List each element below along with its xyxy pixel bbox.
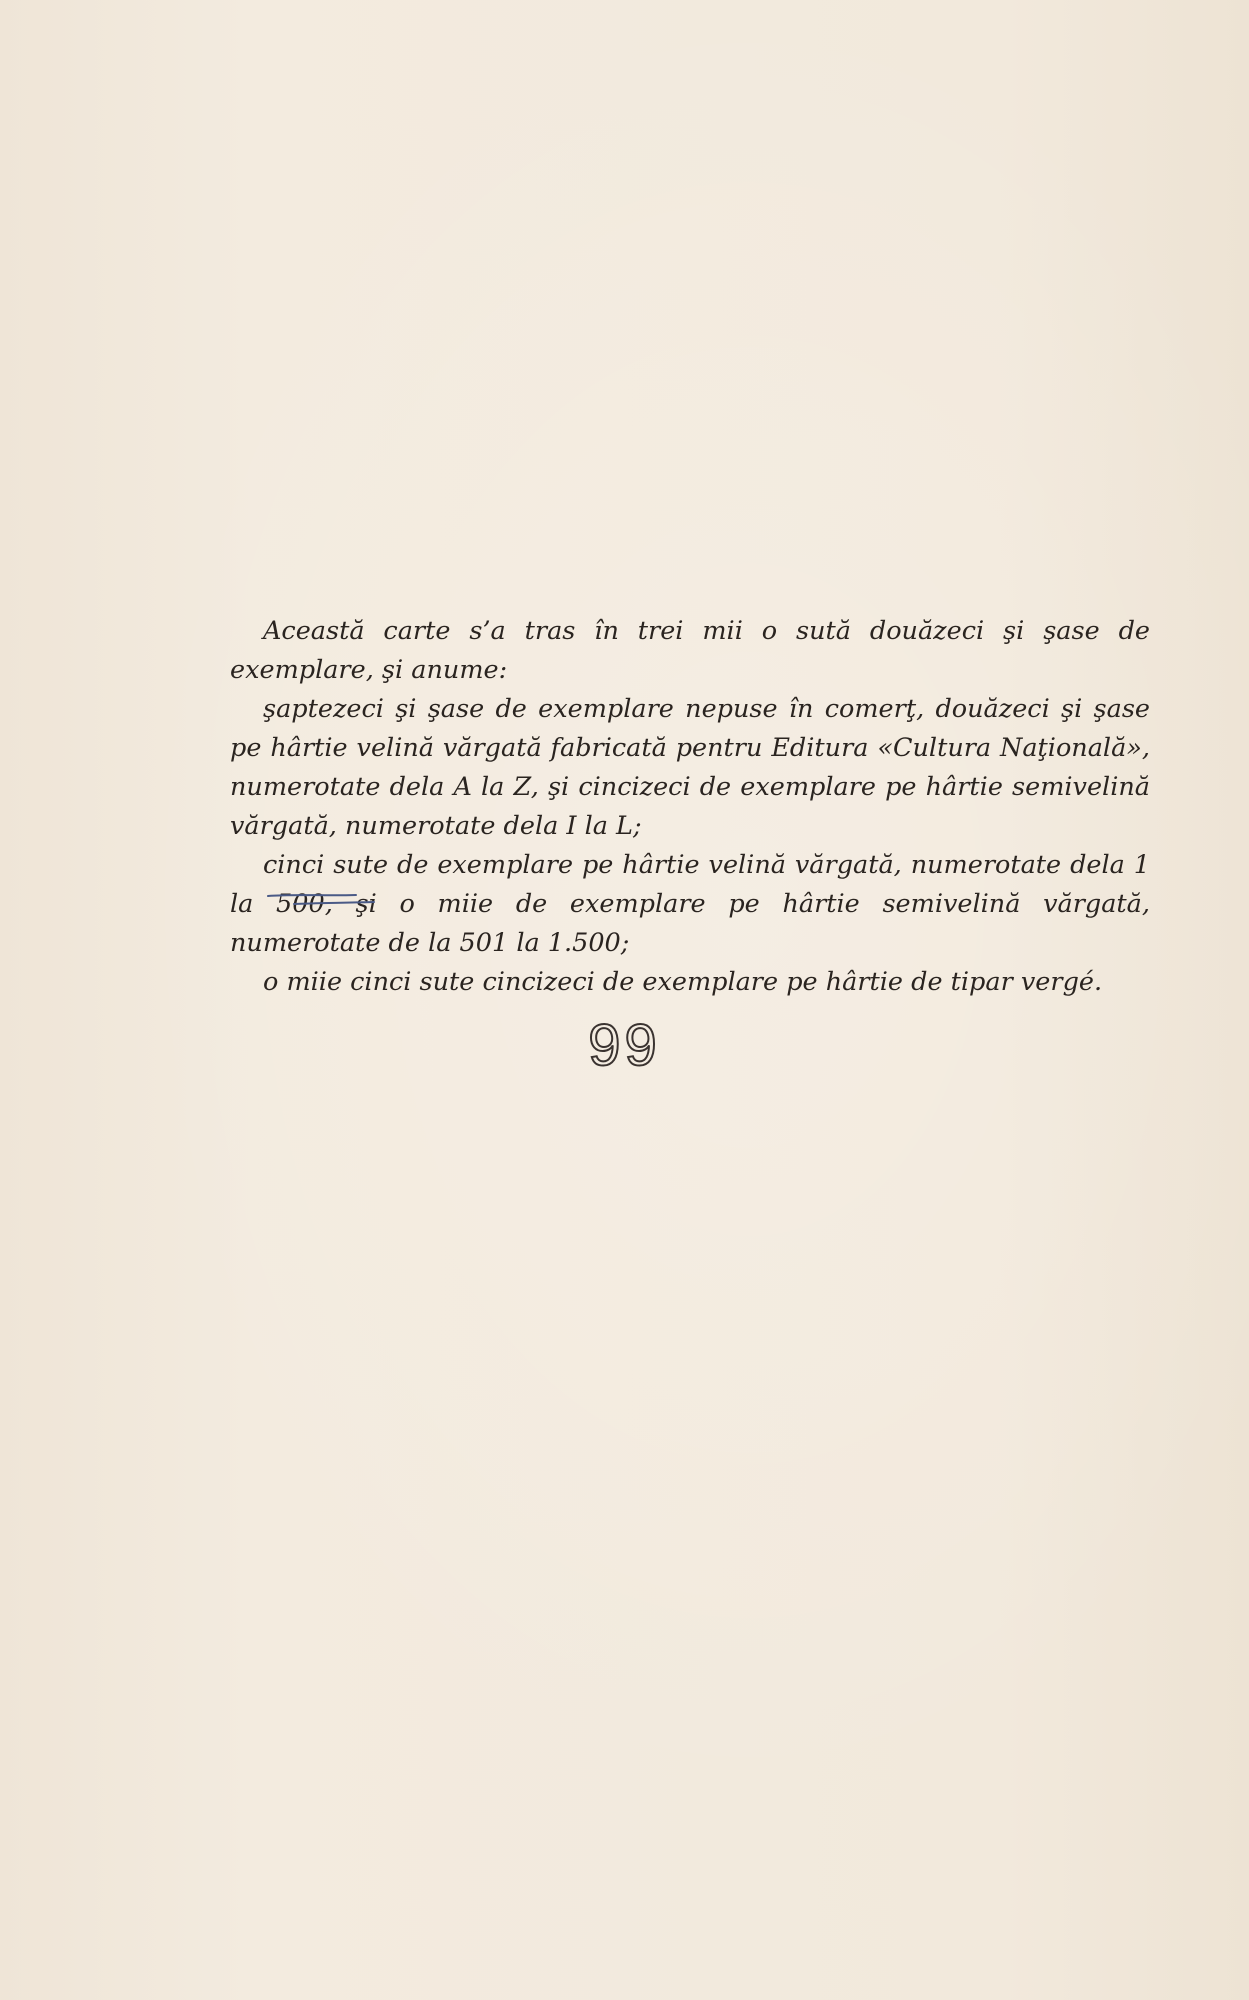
- pencil-underline-mark: [264, 890, 384, 910]
- colophon-paragraph-numbered-digits: cinci sute de exemplare pe hârtie velină vărgată, numerotate dela 1 la 500, şi o miie de exemplare pe hârtie semivelină vărgată, numerotate de la 501 la 1.500;: [230, 850, 1150, 958]
- colophon-paragraph-verge: o miie cinci sute cincizeci de exemplare pe hârtie de tipar vergé.: [263, 967, 1103, 997]
- colophon-paragraph-intro: Această carte s’a tras în trei mii o sută douăzeci şi şase de exemplare, şi anume:: [230, 616, 1150, 685]
- colophon-text: [230, 612, 1150, 1002]
- colophon-paragraph-numbered-letters: şaptezeci şi şase de exemplare nepuse în comerţ, douăzeci şi şase pe hârtie velină vărgată fabricată pentru Editura «Cultura Naţională», numerotate dela A la Z, şi cincizeci de exemplare pe hârtie semivelină vărgată, numerotate dela I la L;: [230, 694, 1150, 841]
- stamped-copy-number: 99: [588, 1013, 661, 1078]
